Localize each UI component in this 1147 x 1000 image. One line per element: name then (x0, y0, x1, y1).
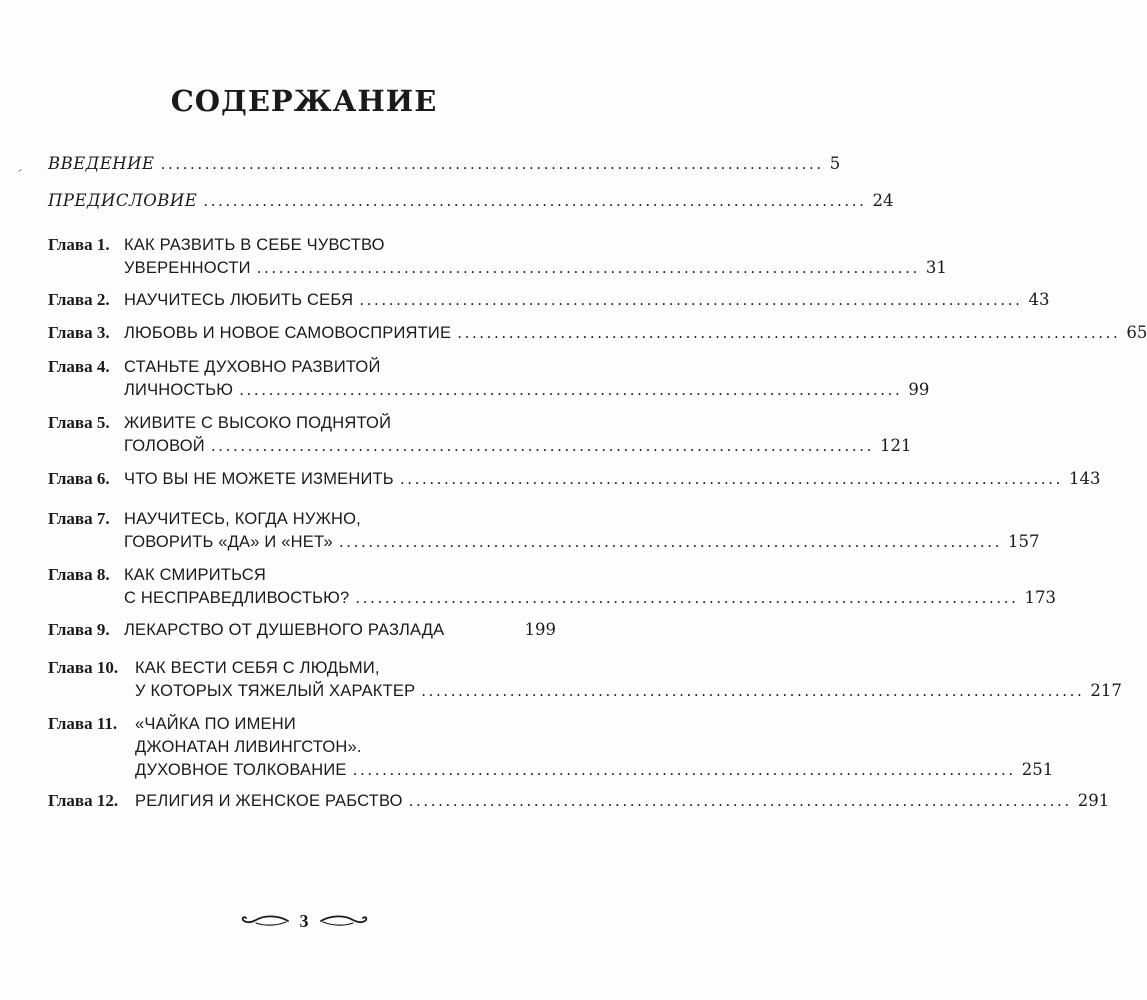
chapter-title-line: НАУЧИТЕСЬ, КОГДА НУЖНО, (124, 510, 361, 528)
chapter-title-line: СТАНЬТЕ ДУХОВНО РАЗВИТОЙ (124, 358, 381, 376)
dot-leader: .......................................................................................... (338, 533, 1003, 551)
toc-entry-title: ПРЕДИСЛОВИЕ (48, 191, 198, 210)
chapter-label: Глава 3. (48, 323, 110, 342)
chapter-title-line: ГОВОРИТЬ «ДА» И «НЕТ» (124, 533, 333, 551)
chapter-title-line: «ЧАЙКА ПО ИМЕНИ (135, 715, 296, 733)
chapter-title-line: У КОТОРЫХ ТЯЖЕЛЫЙ ХАРАКТЕР (135, 682, 416, 700)
dot-leader: .......................................................................................... (399, 470, 1063, 488)
chapter-title-line: КАК ВЕСТИ СЕБЯ С ЛЮДЬМИ, (135, 659, 380, 677)
chapter-title-line: ЖИВИТЕ С ВЫСОКО ПОДНЯТОЙ (124, 414, 392, 432)
dot-leader: .......................................................................................... (359, 291, 1023, 309)
dot-leader: .......................................................................................... (421, 682, 1085, 700)
chapter-label: Глава 11. (48, 714, 118, 733)
chapter-label: Глава 4. (48, 357, 110, 376)
chapter-title-line: ДУХОВНОЕ ТОЛКОВАНИЕ (135, 761, 347, 779)
toc-page-number: 24 (872, 191, 894, 210)
chapter-title-line: С НЕСПРАВЕДЛИВОСТЬЮ? (124, 589, 350, 607)
chapter-label: Глава 10. (48, 658, 119, 677)
chapter-title-line: НАУЧИТЕСЬ ЛЮБИТЬ СЕБЯ (124, 291, 354, 309)
dot-leader: .......................................................................................... (160, 155, 824, 173)
dot-leader: .......................................................................................... (256, 259, 920, 277)
toc-page-number: 251 (1021, 760, 1054, 779)
toc-page-number: 217 (1090, 681, 1122, 700)
dot-leader: .......................................................................................... (210, 437, 875, 455)
chapter-title-line: КАК СМИРИТЬСЯ (124, 566, 266, 584)
dot-leader: .......................................................................................... (408, 792, 1072, 810)
page-footer (0, 906, 608, 936)
chapter-label: Глава 6. (48, 469, 110, 488)
chapter-label: Глава 8. (48, 565, 110, 584)
chapter-title-line: РЕЛИГИЯ И ЖЕНСКОЕ РАБСТВО (135, 792, 403, 810)
right-ornament-icon (319, 911, 369, 931)
chapter-label: Глава 2. (48, 290, 110, 309)
chapter-title-line: УВЕРЕННОСТИ (124, 259, 251, 277)
chapter-title-line: КАК РАЗВИТЬ В СЕБЕ ЧУВСТВО (124, 236, 385, 254)
toc-page-number: 31 (925, 258, 947, 277)
toc-page-number: 291 (1077, 791, 1110, 810)
toc-page-number: 43 (1028, 290, 1050, 309)
toc-page-number: 99 (908, 380, 930, 399)
chapter-title-line: ДЖОНАТАН ЛИВИНГСТОН». (135, 738, 362, 756)
left-ornament-icon (240, 911, 290, 931)
toc-page-number: 65 (1126, 323, 1147, 342)
chapter-title-line: ЛЕКАРСТВО ОТ ДУШЕВНОГО РАЗЛАДА (124, 621, 445, 639)
dot-leader: .......................................................................................... (203, 192, 867, 210)
page-title: СОДЕРЖАНИЕ (170, 84, 438, 118)
toc-page-number: 143 (1068, 469, 1101, 488)
page-number: 3 (299, 910, 309, 931)
scan-speck (18, 169, 22, 172)
dot-leader: .......................................................................................... (457, 324, 1121, 342)
dot-leader: .......................................................................................... (355, 589, 1019, 607)
toc-page-number: 173 (1024, 588, 1057, 607)
chapter-label: Глава 1. (48, 235, 110, 254)
toc-page-number: 121 (880, 436, 912, 455)
chapter-title-line: ЧТО ВЫ НЕ МОЖЕТЕ ИЗМЕНИТЬ (124, 470, 394, 488)
chapter-label: Глава 12. (48, 791, 119, 810)
toc-page-number: 157 (1008, 532, 1040, 551)
toc-entry-title: ВВЕДЕНИЕ (48, 154, 155, 173)
chapter-label: Глава 9. (48, 620, 110, 639)
chapter-label: Глава 7. (48, 509, 110, 528)
chapter-label: Глава 5. (48, 413, 110, 432)
chapter-title-line: ЛЮБОВЬ И НОВОЕ САМОВОСПРИЯТИЕ (124, 324, 452, 342)
toc-page-number: 199 (524, 620, 556, 639)
toc-page-number: 5 (829, 154, 841, 173)
chapter-title-line: ЛИЧНОСТЬЮ (124, 381, 234, 399)
chapter-title-line: ГОЛОВОЙ (124, 437, 205, 455)
dot-leader: .......................................................................................... (352, 761, 1016, 779)
dot-leader: .......................................................................................... (239, 381, 903, 399)
